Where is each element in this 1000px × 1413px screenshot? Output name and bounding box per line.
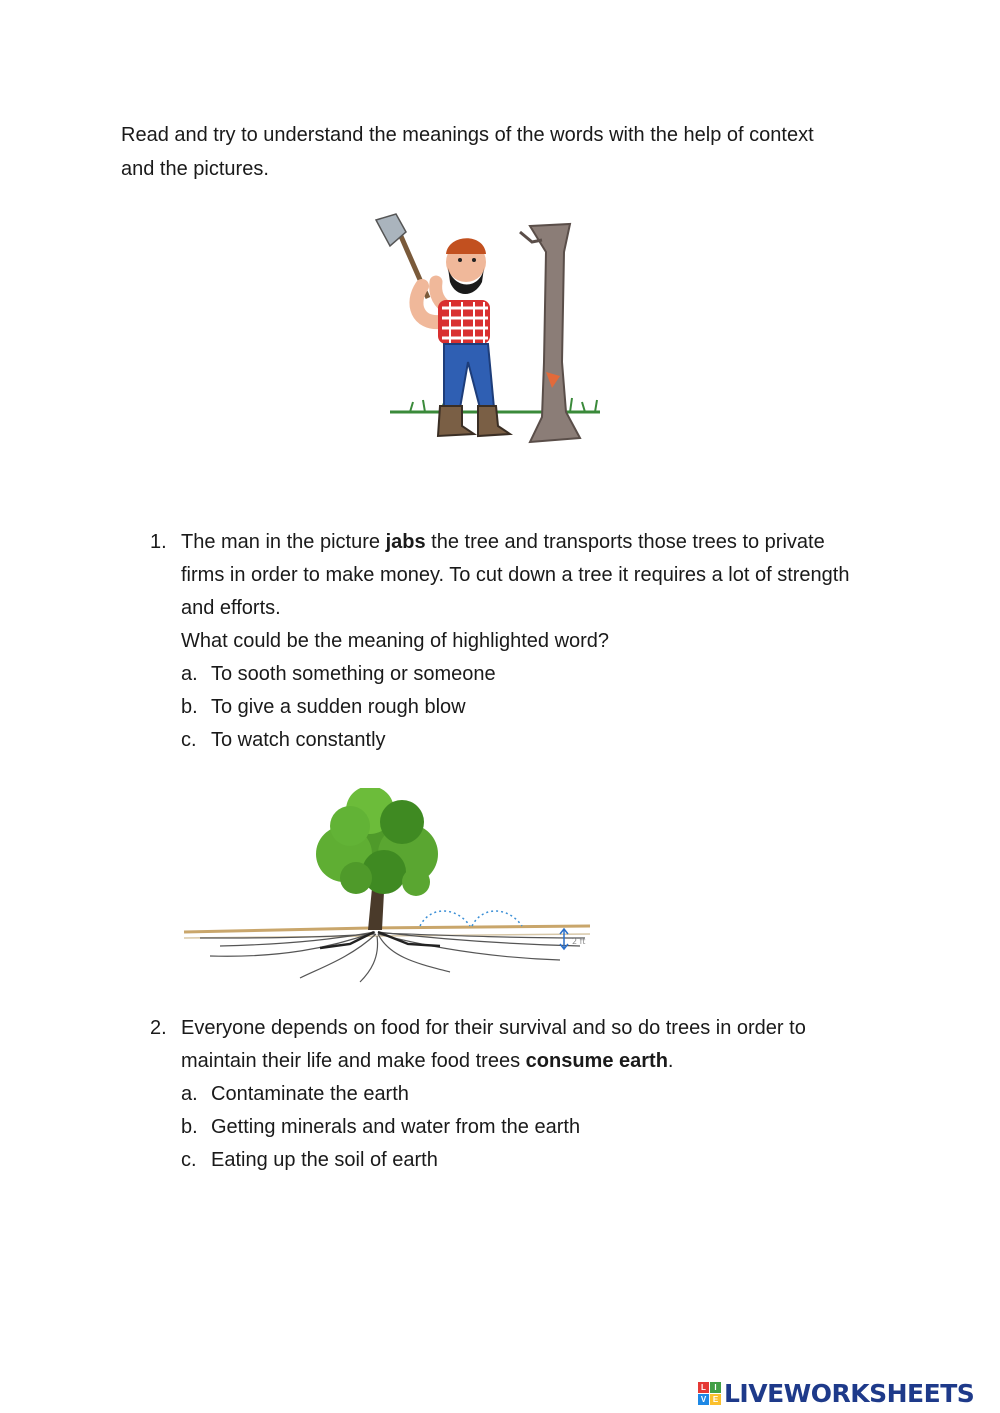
intro-instruction: Read and try to understand the meanings of the words with the help of context and the pictures.: [121, 124, 814, 180]
tree-roots-illustration: [180, 788, 600, 984]
answer-option-b[interactable]: b. Getting minerals and water from the earth: [181, 1116, 581, 1138]
lumberjack-illustration: [370, 212, 610, 448]
question-prompt: What could be the meaning of highlighted word?: [181, 630, 610, 652]
answer-option-c[interactable]: c. To watch constantly: [181, 729, 386, 751]
question-1: [150, 526, 870, 757]
liveworksheets-logo: [698, 1376, 974, 1410]
answer-option-a[interactable]: a. To sooth something or someone: [181, 663, 496, 685]
logo-text: LIVEWORKSHEETS: [724, 1378, 975, 1408]
answer-option-c[interactable]: c. Eating up the soil of earth: [181, 1149, 438, 1171]
question-number: 1.: [150, 531, 167, 553]
highlighted-word: jabs: [385, 531, 426, 553]
answer-option-b[interactable]: b. To give a sudden rough blow: [181, 696, 466, 718]
question-number: 2.: [150, 1017, 167, 1039]
answer-option-a[interactable]: a. Contaminate the earth: [181, 1083, 409, 1105]
logo-mark-letter: I: [710, 1382, 721, 1393]
question-2: [150, 1012, 870, 1177]
logo-mark-letter: L: [698, 1382, 709, 1393]
logo-icon: [698, 1382, 721, 1405]
logo-mark-letter: V: [698, 1394, 709, 1405]
depth-label: 2 ft: [572, 937, 586, 946]
highlighted-word: consume earth: [525, 1050, 668, 1072]
logo-mark-letter: E: [710, 1394, 721, 1405]
question-text: The man in the picture jabs the tree and transports those trees to private firms in order to make money. To cut down a tree it requires a lot of strength and efforts.: [181, 531, 850, 619]
question-text: Everyone depends on food for their survival and so do trees in order to maintain their life and make food trees consume earth.: [181, 1017, 806, 1072]
